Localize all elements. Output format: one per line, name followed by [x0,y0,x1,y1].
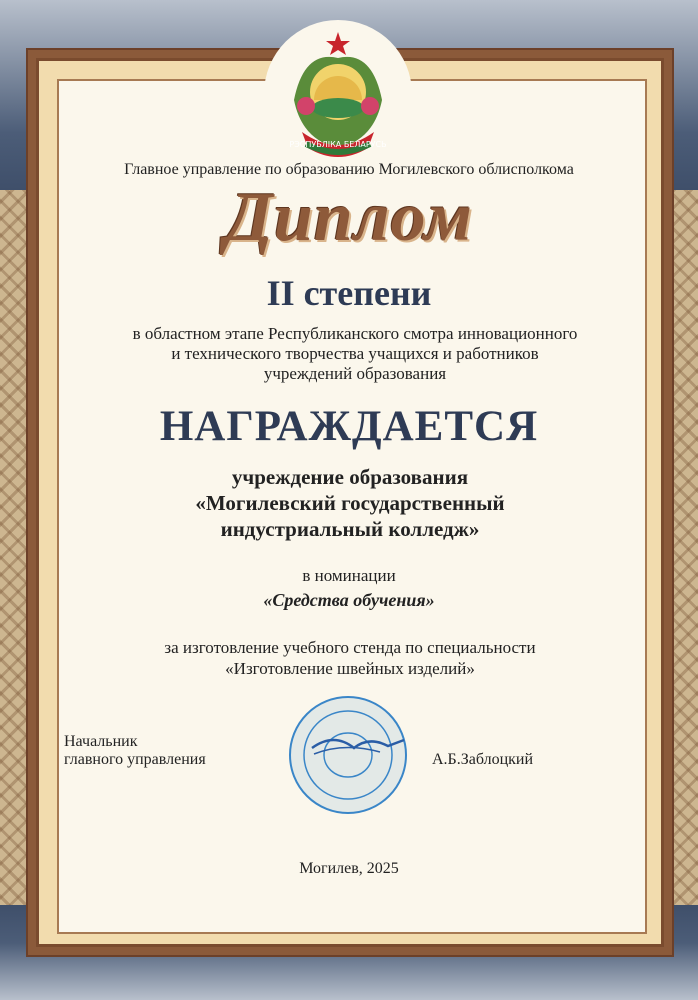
recipient-line: «Могилевский государственный [195,491,505,515]
description-line: в областном этапе Республиканского смотра инновационного [132,324,578,343]
recipient-name [100,464,600,542]
award-reason [100,637,600,679]
description-line: и технического творчества учащихся и работников [171,344,539,363]
competition-description [130,324,580,384]
nomination-value: «Средства обучения» [263,590,435,610]
awarded-heading: НАГРАЖДАЕТСЯ [159,403,539,450]
nomination-label: в номинации [302,566,396,585]
role-line: главного управления [64,751,206,768]
signatory-name: А.Б.Заблоцкий [432,751,534,768]
description-line: учреждений образования [263,364,447,383]
place-and-year: Могилев, 2025 [299,860,399,877]
ribbon-text: РЭСПУБЛІКА БЕЛАРУСЬ [289,140,387,149]
recipient-line: индустриальный колледж» [220,517,480,541]
role-line: Начальник [64,733,138,750]
coat-of-arms-icon [264,20,412,168]
degree-text: II степени [266,273,432,313]
round-seal-icon [284,692,418,818]
diploma-title: Диплом [225,179,473,256]
signatory-role [64,733,206,769]
issuer-text: Главное управление по образованию Могилевского облисполкома [124,161,574,178]
reason-line: «Изготовление швейных изделий» [225,659,475,678]
reason-line: за изготовление учебного стенда по специальности [164,638,536,657]
recipient-line: учреждение образования [231,465,469,489]
